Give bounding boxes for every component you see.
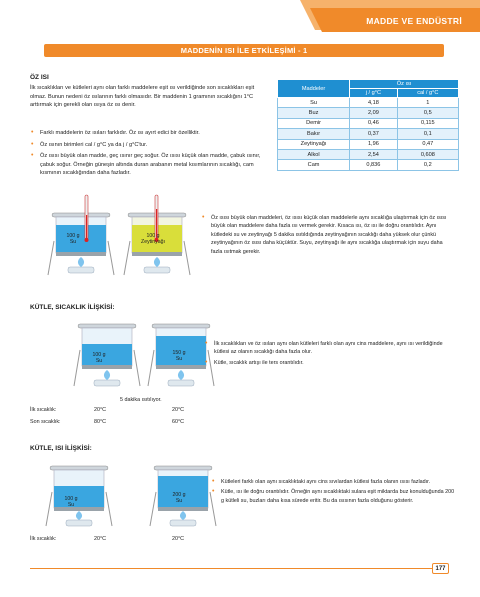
table-header-j: j / g°C	[350, 89, 398, 98]
table-cell: Bakır	[278, 129, 350, 139]
list-item: • Farklı maddelerin öz ısıları farklıdır. Öz ısı ayırt edici bir özelliktir.	[30, 129, 270, 138]
water-oil-text	[202, 214, 454, 258]
burner-icon	[66, 511, 92, 526]
table-cell: 0,46	[350, 118, 398, 128]
burner-icon	[144, 257, 170, 273]
son-sicaklik-right: 60°C	[172, 419, 185, 425]
page-number: 177	[432, 563, 449, 574]
list-item: • Kütle, sıcaklık artışı ile ters orantılıdır.	[205, 359, 455, 367]
list-item: • İlk sıcaklıkları ve öz ısıları aynı olan kütleleri farklı olan aynı cins maddelere, aynı ısı verildiğinde kütlesi az olanın sıcaklığı daha fazla olur.	[205, 340, 455, 357]
mass-temperature-text	[205, 340, 455, 369]
table-cell: 0,37	[350, 129, 398, 139]
table-cell: Demir	[278, 118, 350, 128]
specific-heat-table	[277, 79, 459, 171]
label-200g: 200 g Su	[172, 492, 186, 505]
mass-heat-figure	[48, 462, 228, 534]
water-oil-figure	[48, 195, 198, 285]
son-sicaklik-left: 80°C	[94, 419, 107, 425]
label-water: 100 g Su	[66, 233, 80, 246]
burner-icon	[170, 511, 196, 526]
oz-isi-intro: İlk sıcaklıkları ve kütleleri aynı olan farklı maddelere eşit ısı verildiğinde son sıcaklıkları eşit olmaz. Bunun nedeni öz ısılarının farklı olmasıdır. Bir maddenin 1 gramının sıcaklığını 1°C arttırmak için gerekli olan ısıya öz ısı denir.	[30, 85, 255, 109]
table-cell: 0,2	[397, 160, 458, 170]
section-title: MADDENİN ISI İLE ETKİLEŞİMİ - 1	[180, 46, 308, 55]
burner-icon	[168, 370, 194, 386]
table-header-cal: cal / g°C	[397, 89, 458, 98]
table-cell: 1	[397, 98, 458, 108]
table-cell: 2,54	[350, 149, 398, 159]
table-row	[278, 139, 459, 149]
table-cell: 0,836	[350, 160, 398, 170]
table-cell: Alkol	[278, 149, 350, 159]
ilk-sicaklik-left: 20°C	[94, 536, 107, 542]
table-cell: 0,47	[397, 139, 458, 149]
ilk-sicaklik-right: 20°C	[172, 536, 185, 542]
burner-icon	[68, 257, 94, 273]
table-cell: 2,09	[350, 108, 398, 118]
mass-temperature-figure	[76, 320, 226, 395]
list-item: • Kütle, ısı ile doğru orantılıdır. Örneğin aynı sıcaklıktaki sulara eşit miktarda buz konulduğunda 200 g kütleli su, buzları daha kısa sürede eritir. Bu da ısısının fazla olduğunu gösterir.	[212, 488, 456, 505]
table-cell: 1,96	[350, 139, 398, 149]
table-cell: Zeytinyağı	[278, 139, 350, 149]
table-row	[278, 108, 459, 118]
list-item: • Öz ısısı büyük olan madde, geç ısınır geç soğur. Öz ısısı küçük olan madde, çabuk ısınır, çabuk soğur. Örneğin güneşin altında duran arabanın metal kısımlarının sıcaklığı, cam kısmının sıcaklığından daha fazladır.	[30, 152, 270, 178]
footer-line	[30, 568, 432, 569]
table-cell: 0,608	[397, 149, 458, 159]
table-row	[278, 98, 459, 108]
heating-duration: 5 dakika ısıtılıyor.	[120, 397, 162, 403]
label-oil: 100 g Zeytinyağı	[141, 233, 165, 246]
burner-icon	[94, 370, 120, 386]
section-banner	[44, 44, 444, 57]
oz-isi-bullets	[30, 129, 270, 181]
table-row	[278, 149, 459, 159]
table-header-maddeler: Maddeler	[278, 80, 350, 98]
table-cell: 0,1	[397, 129, 458, 139]
table-cell: Cam	[278, 160, 350, 170]
son-sicaklik-label: Son sıcaklık:	[30, 419, 61, 425]
list-item: • Öz ısının birimleri cal / g°C ya da j / g°C'tur.	[30, 141, 270, 150]
kutle-isi-heading: KÜTLE, ISI İLİŞKİSİ:	[30, 445, 92, 452]
table-cell: Su	[278, 98, 350, 108]
mass-heat-text	[212, 478, 456, 507]
label-150g: 150 g Su	[172, 350, 186, 363]
ilk-sicaklik-left: 20°C	[94, 407, 107, 413]
table-cell: Buz	[278, 108, 350, 118]
list-item: • Öz ısısı büyük olan maddeleri, öz ısısı küçük olan maddelerle aynı sıcaklığa ulaştırmak için öz ısısı büyük olan maddelere daha fazla ısı vermek gerekir. Kısaca ısı, öz ısı ile doğru orantılıdır. Aynı kütledeki su ve zeytinyağı 5 dakika ısıtıldığında zeytinyağının sıcaklığı daha yüksek olur çünkü zeytinyağının öz ısısı daha küçüktür. Suyu, zeytinyağı ile aynı sıcaklığa ulaştırmak için suyu daha fazla ısıtmak gerekir.	[202, 214, 454, 256]
table-row	[278, 160, 459, 170]
header-band	[270, 0, 480, 36]
ilk-sicaklik-label: İlk sıcaklık:	[30, 536, 57, 542]
unit-title: MADDE VE ENDÜSTRİ	[366, 16, 462, 26]
table-row	[278, 118, 459, 128]
table-header-oz-isi: Öz ısı	[350, 80, 459, 89]
ilk-sicaklik-label: İlk sıcaklık:	[30, 407, 57, 413]
table-cell: 4,18	[350, 98, 398, 108]
list-item: • Kütleleri farklı olan aynı sıcaklıktaki aynı cins sıvılardan kütlesi fazla olanın ısısı fazladır.	[212, 478, 456, 486]
table-row	[278, 129, 459, 139]
table-cell: 0,115	[397, 118, 458, 128]
ilk-sicaklik-right: 20°C	[172, 407, 185, 413]
table-cell: 0,5	[397, 108, 458, 118]
kutle-sicaklik-heading: KÜTLE, SICAKLIK İLİŞKİSİ:	[30, 304, 115, 311]
label-100g: 100 g Su	[92, 352, 106, 365]
label-100g: 100 g Su	[64, 496, 78, 509]
oz-isi-heading: ÖZ ISI	[30, 74, 49, 81]
